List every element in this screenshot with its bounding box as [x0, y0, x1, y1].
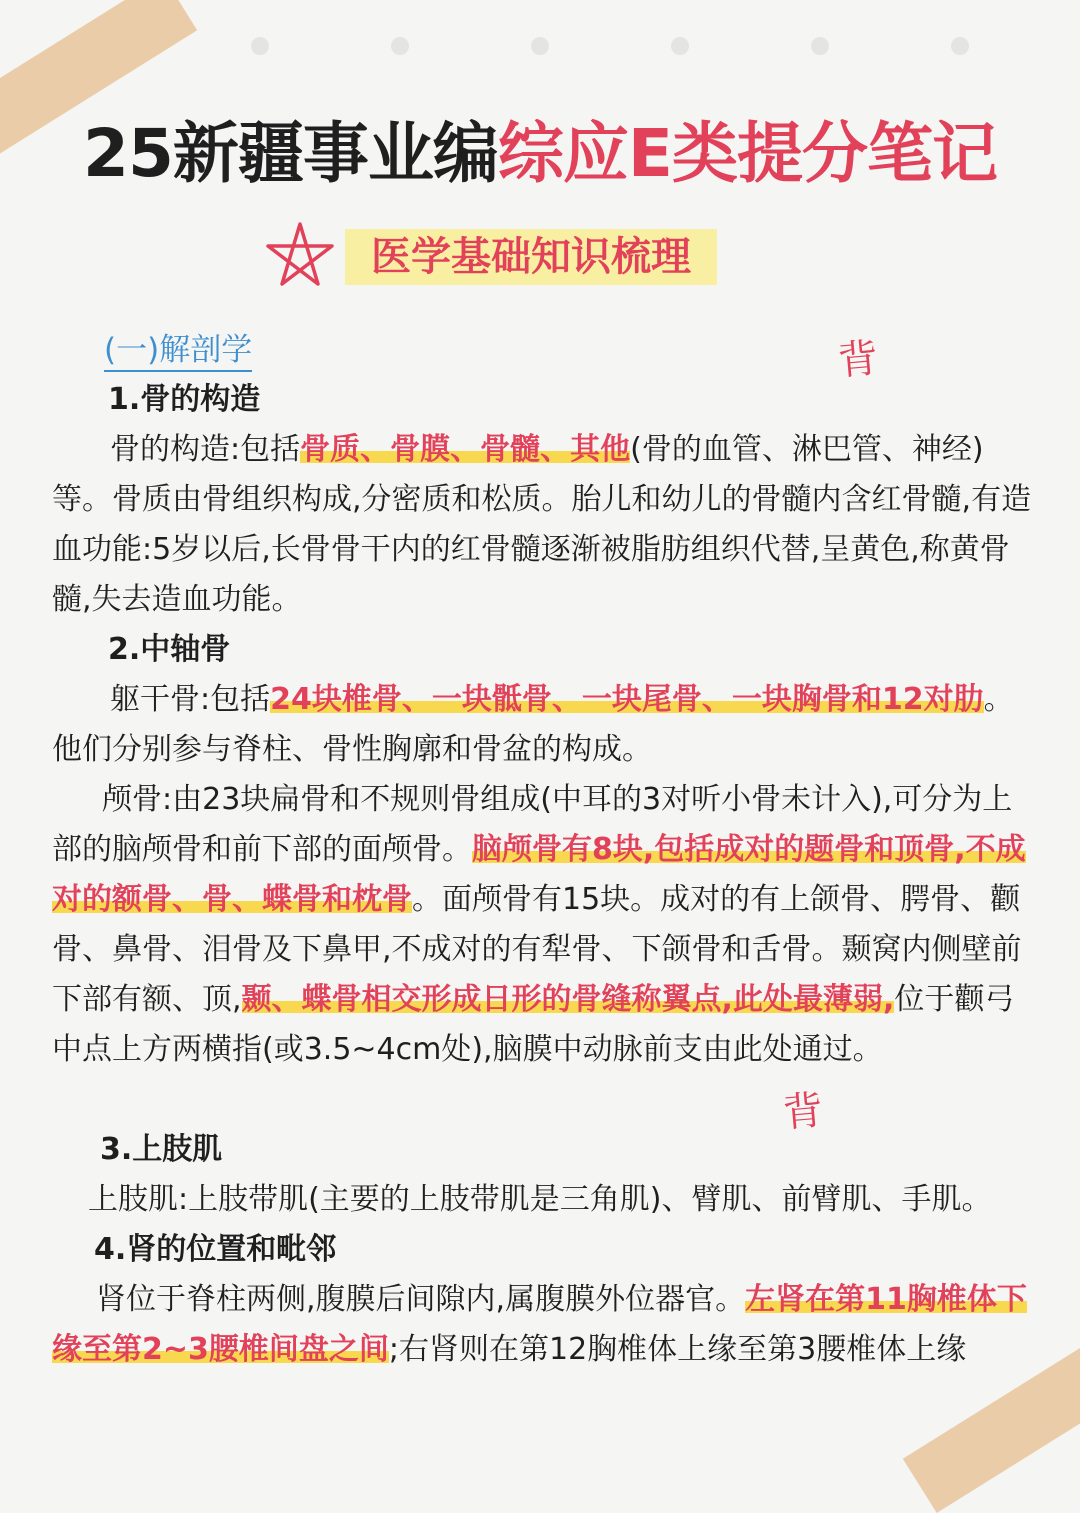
page-title	[0, 100, 1080, 195]
highlight: 颞、蝶骨相交形成日形的骨缝称翼点,此处最薄弱,	[241, 982, 895, 1017]
highlight: 左肾在第11胸椎体下缘至第2~3腰椎间盘之间	[52, 1282, 1027, 1367]
heading-bone-structure: 1.骨的构造	[108, 382, 261, 417]
paragraph-skull: 颅骨:由23块扁骨和不规则骨组成(中耳的3对听小骨未计入),可分为上部的脑颅骨和前下部的面颅骨。脑颅骨有8块,包括成对的题骨和顶骨,不成对的额骨、骨、蝶骨和枕骨。面颅骨有15块。成对的有上颌骨、腭骨、颧骨、鼻骨、泪骨及下鼻甲,不成对的有犁骨、下颌骨和舌骨。颞窝内侧壁前下部有额、顶,颞、蝶骨相交形成日形的骨缝称翼点,此处最薄弱,位于颧弓中点上方两横指(或3.5~4cm处),脑膜中动脉前支由此处通过。	[52, 782, 1026, 1067]
star-icon	[262, 218, 338, 294]
title-red: 综应E类提分笔记	[497, 115, 997, 192]
heading-upper-limb-muscles: 3.上肢肌	[100, 1132, 223, 1167]
highlight: 骨质、骨膜、骨髓、其他	[300, 432, 631, 467]
title-black: 25新疆事业编	[83, 115, 498, 192]
section-heading: (一)解剖学	[104, 330, 252, 372]
handwritten-note: 背	[781, 1087, 825, 1137]
highlight: 24块椎骨、一块骶骨、一块尾骨、一块胸骨和12对肋	[270, 682, 984, 717]
paragraph-upper-limb-muscles: 上肢肌:上肢带肌(主要的上肢带肌是三角肌)、臂肌、前臂肌、手肌。	[88, 1182, 992, 1217]
subtitle-banner: 医学基础知识梳理	[345, 229, 717, 285]
heading-kidney-position: 4.肾的位置和毗邻	[94, 1232, 337, 1267]
heading-axial-skeleton: 2.中轴骨	[108, 632, 231, 667]
paragraph-kidney-position: 肾位于脊柱两侧,腹膜后间隙内,属腹膜外位器官。左肾在第11胸椎体下缘至第2~3腰椎间盘之间;右肾则在第12胸椎体上缘至第3腰椎体上缘	[52, 1282, 1027, 1367]
handwritten-note: 背	[836, 335, 880, 385]
highlight: 脑颅骨有8块,包括成对的题骨和顶骨,不成对的额骨、骨、蝶骨和枕骨	[52, 832, 1026, 917]
paragraph-bone-structure: 骨的构造:包括骨质、骨膜、骨髓、其他(骨的血管、淋巴管、神经)等。骨质由骨组织构成,分密质和松质。胎儿和幼儿的骨髓内含红骨髓,有造血功能:5岁以后,长骨骨干内的红骨髓逐渐被脂肪组织代替,呈黄色,称黄骨髓,失去造血功能。	[52, 432, 1032, 617]
paragraph-trunk-bones: 躯干骨:包括24块椎骨、一块骶骨、一块尾骨、一块胸骨和12对肋。他们分别参与脊柱、骨性胸廓和骨盆的构成。	[52, 682, 1014, 767]
